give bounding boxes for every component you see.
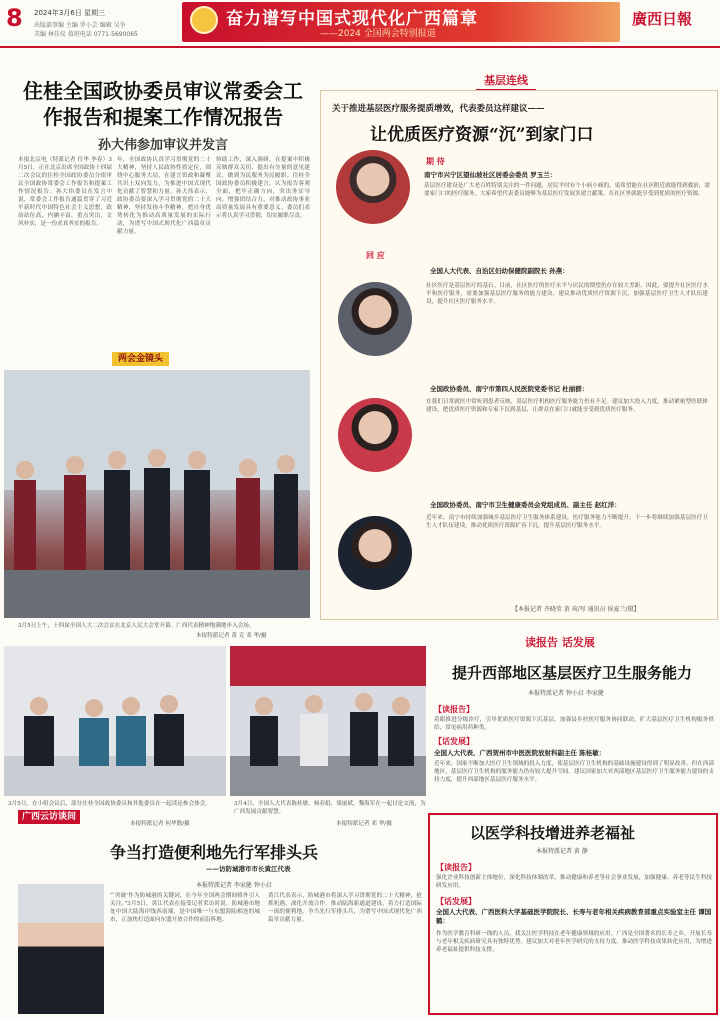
lead-col-2: 年，全国政协认真学习贯彻党的二十大精神，坚持人民政协性质定位，围绕中心服务大局，在建言资政和凝聚共识上双向发力，为推进中国式现代化贡献了智慧和力量。孙大伟表示，政协委员要深入学习贯彻党的二十大精神，坚持发扬斗争精神，把自身优势转化为推动高质量发展的实际行动，为谱写中国式现代化广西篇章贡献力量。 bbox=[117, 157, 211, 235]
lecture-byline: 本报特派记者 钟小启 李家健 bbox=[528, 690, 604, 697]
elder-speaker: 全国人大代表、广西医科大学基础医学院院长、长寿与老年相关疾病教育部重点实验室主任 谭国鹤： bbox=[436, 908, 712, 925]
main-photo-caption: 3月5日上午，十四届全国人大二次会议在北京人民大会堂开幕。广西代表精神饱满地步入会场。 bbox=[18, 623, 255, 629]
date-line: 2024年3月6日 星期三 bbox=[34, 9, 105, 17]
speaker-zhao-name: 全国政协委员、南宁市卫生健康委员会党组成员、副主任 赵红洋： bbox=[430, 501, 621, 509]
respond-label: 回 应 bbox=[366, 250, 385, 260]
photo-3-credit: 本报特派记者 邓 华/摄 bbox=[336, 821, 392, 827]
lead-col-1: 本报北京电（特派记者 任华 李春）3月5日，正在北京出席全国政协十四届二次会议的住桂全国政协委员分组审议全国政协常委会工作报告和提案工作情况报告。孙大伟委员在发言中说，常委会工作报告通篇贯穿了习近平新时代中国特色社会主义思想，政治站位高，内涵丰富，重点突出，文风朴实，是一份求真务实的报告。 bbox=[18, 157, 112, 227]
photo-3-caption: 3月4日，全国人大代表陈桂敏、杨春娟、梁丽斌、黎海军在一起讨论交流，为广西发展贡献智慧。 bbox=[234, 801, 426, 815]
elder-quote: 强化企业科技创新主体地位，深化科技体制改革，推动健康和养老等社会事业发展，加强健康、养老等民生科技研发应用。 bbox=[436, 875, 712, 889]
elder-title: 以医学科技增进养老福祉 bbox=[470, 824, 636, 842]
speaker-photo-zhao bbox=[338, 516, 412, 590]
cloud-text-1: “‘突破’作为防城港的关键词，在今年全国两会期间格外引人关注。”3月5日，黄江代表在接受记者采访时说。防城港市地处中国大陆海岸线西南端，是中国唯一与东盟海陆相连的城市，正加快打造面向东盟开放合作的前沿阵地。 bbox=[110, 893, 260, 923]
speaker-photo-luo bbox=[336, 150, 410, 224]
expect-speaker: 南宁市兴宁区望仙坡社区居委会委员 罗玉兰： bbox=[424, 171, 557, 179]
cloud-title: 争当打造便利地先行军排头兵 bbox=[110, 843, 319, 862]
delegates-illustration bbox=[4, 370, 310, 618]
elder-talk-label: 【话发展】 bbox=[436, 896, 476, 906]
banner-subtitle: ——2024 全国两会特别报道 bbox=[320, 29, 436, 39]
lecture-text: 近年来，国家不断加大医疗卫生领域的投入力度，使基层医疗卫生机构的基础设施建设得到了明显改善。但在西部地区，基层医疗卫生机构的服务能力仍有较大提升空间。建议国家加大对西部地区基层医疗卫生服务能力建设的支持力度，提升西部地区基层医疗服务水平。 bbox=[434, 761, 714, 783]
header-divider bbox=[0, 46, 720, 48]
elder-quote-label: 【读报告】 bbox=[436, 862, 476, 872]
cloud-text-2: 黄江代表表示，防城港市将深入学习贯彻党的二十大精神，抢抓机遇，深化开放合作，推动陆海新通道建设，着力打造国际一流的便利地，争当先行军排头兵，为谱写中国式现代化广西篇章贡献力量。 bbox=[268, 893, 422, 923]
newspaper-logo: 廣西日報 bbox=[632, 10, 693, 28]
lecture-speaker: 全国人大代表、广西贺州市中医医院放射科副主任 陈桂敏： bbox=[434, 749, 606, 757]
dept-line: 出版部事编 主编 罗小芸 编辑 吴争 bbox=[34, 22, 126, 29]
page-number: 8 bbox=[6, 4, 23, 32]
expect-label: 期 待 bbox=[426, 156, 445, 166]
masthead bbox=[0, 0, 720, 46]
cloud-photo-huang bbox=[18, 884, 104, 1014]
editor-contact: 美编 林佳仪 值班电话 0771-5690065 bbox=[34, 31, 138, 38]
elder-text: 作为医学教育科研一线的人员，我关注医学科技在老年健康领域的应用。广西是全国著名的长寿之乡，开展长寿与老年相关疾病研究具有独特优势。建议加大对老年医学研究的支持力度，推动医学科技成果转化应用，为增进养老福祉提供科技支撑。 bbox=[436, 931, 712, 953]
cloud-byline: 本报特派记者 李家健 钟小启 bbox=[196, 882, 272, 889]
lead-subtitle: 孙大伟参加审议并发言 bbox=[97, 138, 228, 153]
grassroots-pretitle: 关于推进基层医疗服务提质增效，代表委员这样建议—— bbox=[332, 104, 545, 114]
photo-2-credit: 本报特派记者 何华勤/摄 bbox=[130, 821, 190, 827]
editor-line bbox=[34, 20, 138, 38]
photo-3 bbox=[230, 646, 426, 796]
grassroots-credit: 【本报记者 齐晓莹 黄 荷/写 通讯员 侯夏兰/摄】 bbox=[512, 606, 640, 613]
photo-2-caption: 3月5日，在小组会议后，部分住桂全国政协委员和其他委员在一起谈论参会体会。 bbox=[8, 801, 211, 807]
lecture-section-label: 读报告 话发展 bbox=[525, 636, 595, 649]
speaker-du-text: 在我们日常就医中常听到患者反映，基层医疗机构医疗服务能力仍有不足。建议加大投入力度，推动紧密型医联体建设，把优质医疗资源和专家下沉到基层，让群众在家门口就能享受到优质医疗服务。 bbox=[426, 399, 708, 413]
grassroots-title: 让优质医疗资源“沉”到家门口 bbox=[370, 125, 594, 145]
speaker-photo-du bbox=[338, 398, 412, 472]
speaker-sun-name: 全国人大代表、自治区妇幼保健院副院长 孙燕： bbox=[430, 267, 569, 275]
emblem-icon bbox=[190, 6, 218, 34]
meet-label: 两会金镜头 bbox=[112, 352, 169, 366]
delegates-discussion-illustration bbox=[4, 646, 226, 796]
delegates-meeting-illustration bbox=[230, 646, 426, 796]
main-photo-credit: 本报特派记者 黄 克 邓 华/摄 bbox=[196, 633, 267, 639]
photo-2 bbox=[4, 646, 226, 796]
cloud-subtitle: ——访防城港市市长黄江代表 bbox=[206, 865, 291, 873]
lecture-title: 提升西部地区基层医疗卫生服务能力 bbox=[452, 664, 693, 682]
lecture-quote: 着眼推进分级诊疗，引导优质医疗资源下沉基层，加强县乡村医疗服务协同联动，扩大基层医疗卫生机构服务供给，常见病用药种类。 bbox=[434, 717, 714, 731]
speaker-photo-sun bbox=[338, 282, 412, 356]
speaker-du-name: 全国政协委员、南宁市第四人民医院党委书记 杜丽群： bbox=[430, 385, 589, 393]
lecture-quote-label: 【读报告】 bbox=[434, 704, 474, 714]
banner-title: 奋力谱写中国式现代化广西篇章 bbox=[226, 9, 478, 29]
lecture-talk-label: 【话发展】 bbox=[434, 736, 474, 746]
lead-col-3: 协助工作，深入调研，在提案中积极反映群众关切，提出有分量的意见建议，做到为民服务为民履职。住桂全国政协委员积极建言，认为报告客观全面，把牢正确方向，突出务实导向，增强团结合力，对推动政协事业高质量发展具有重要意义。委员们表示将认真学习贯彻，切实履职尽责。 bbox=[216, 157, 310, 219]
elder-byline: 本报特派记者 黄 静 bbox=[536, 848, 588, 855]
cloud-section-label: 广西云访谈间 bbox=[18, 810, 80, 824]
main-photo bbox=[4, 370, 310, 618]
speaker-sun-text: 社区医疗是基层医疗的基石。目前，社区医疗的医疗水平与居民的期望仍存在较大差距。因此，要提升社区医疗水平和医疗服务，需要加强基层医疗服务的能力建设。建议推动优质医疗资源下沉，加强基层医疗卫生人才队伍建设，提升社区医疗服务水平。 bbox=[426, 283, 708, 305]
speaker-zhao-text: 近年来，南宁市持续加强城乡基层医疗卫生服务体系建设，医疗服务能力不断提升。下一步将继续加强基层医疗卫生人才队伍建设，推动优质医疗资源扩容下沉，提升基层医疗服务水平。 bbox=[426, 515, 708, 529]
lead-title: 住桂全国政协委员审议常委会工作报告和提案工作情况报告 bbox=[23, 79, 303, 129]
grassroots-section-label: 基层连线 bbox=[476, 72, 536, 91]
expect-text: 基层医疗建设是广大老百姓特别关注的一件问题，居民平时有个小病小痛的，更希望能在社区附近就能得到救治，需要家门口的医疗服务，大家希望代表委员能够为基层医疗发展多建言献策，在社区里就能享受到优质的医疗资源。 bbox=[424, 183, 710, 197]
